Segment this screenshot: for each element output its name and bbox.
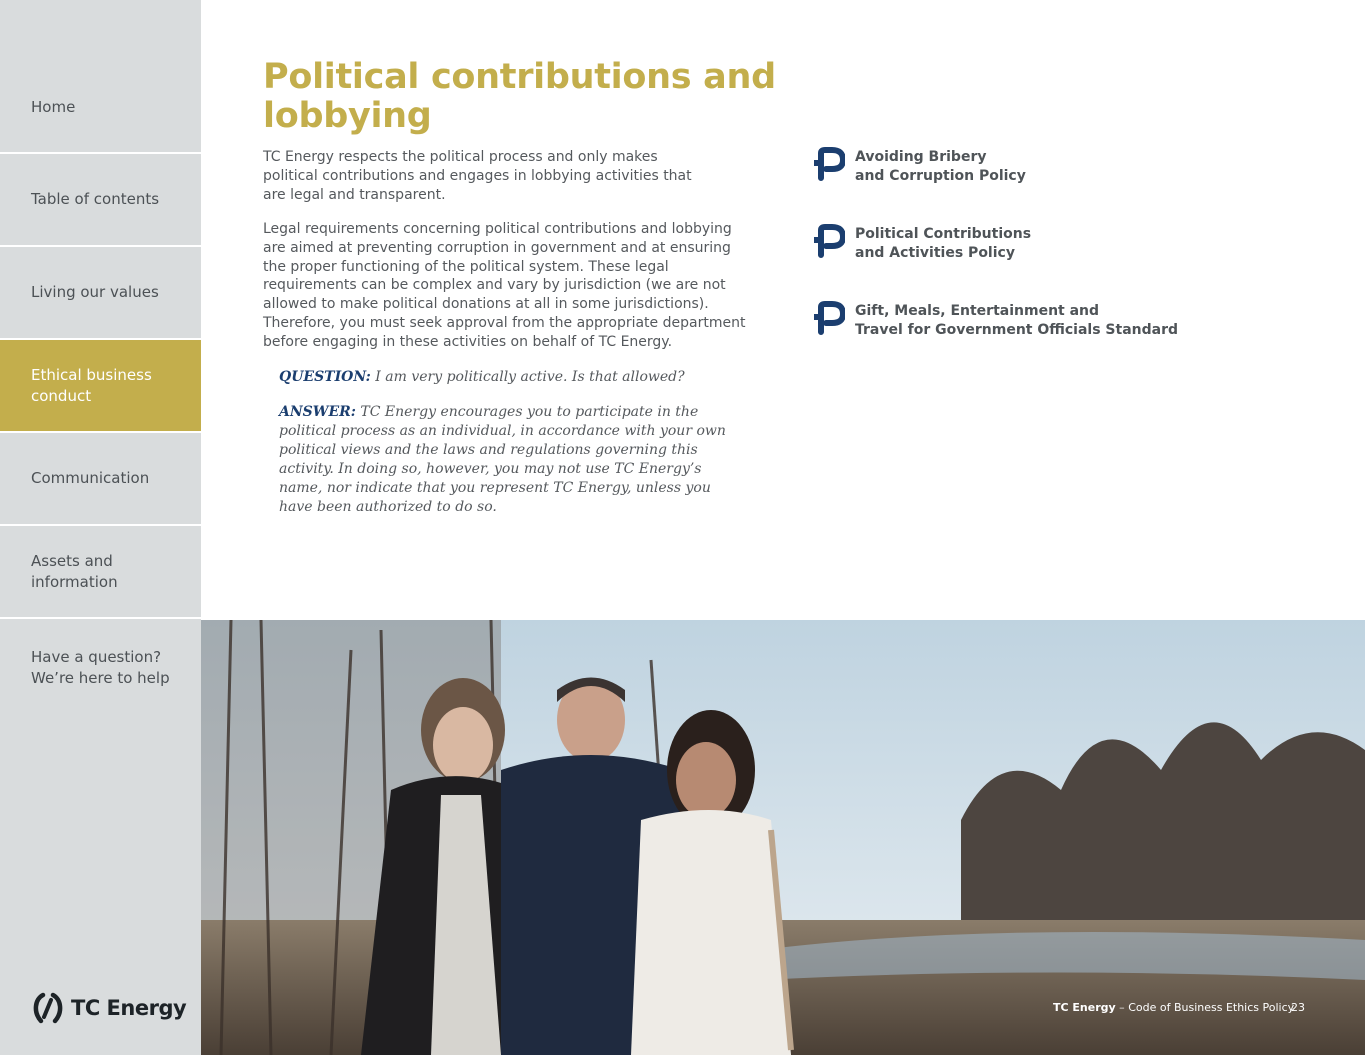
sidebar-item-ethical-business-conduct[interactable] [0,340,201,433]
sidebar-nav [0,62,201,729]
sidebar-item-communication[interactable] [0,433,201,526]
footer-doc-title [1053,1001,1294,1014]
sidebar-item-home[interactable] [0,62,201,154]
policy-link-political-contributions[interactable] [813,225,1031,263]
policy-link-gift-meals-standard[interactable] [813,302,1178,340]
question-block [279,368,729,387]
footer-title: Code of Business Ethics Policy [1128,1001,1295,1014]
tc-energy-mark-icon [32,992,64,1024]
sidebar-item-label: Table of contents [31,190,160,208]
sidebar-item-table-of-contents[interactable] [0,154,201,247]
sidebar-item-label: Living our values [31,283,159,301]
policy-p-icon [813,147,845,183]
policy-p-icon [813,224,845,260]
intro-paragraph: TC Energy respects the political process and only makes political contributions and engages in lobbying activities that are legal and transparent. [263,149,692,203]
policy-p-icon [813,301,845,337]
sidebar-item-have-a-question[interactable] [0,619,201,729]
policy-label: Gift, Meals, Entertainment and Travel for Government Officials Standard [855,303,1179,338]
sidebar-item-label: Have a question? We’re here to help [31,648,170,687]
body-paragraph: Legal requirements concerning political contributions and lobbying are aimed at preventing corruption in government and at ensuring the proper functioning of the political system. These legal requirements can be complex and vary by jurisdiction (we are not allowed to make political donations at all in some jurisdictions). Therefore, you must seek approval from the appropriate department before engaging in these activities on behalf of TC Energy. [263,221,746,350]
sidebar-item-label: Home [31,97,76,116]
sidebar-item-label: Assets and information [31,551,118,591]
policy-label: Political Contributions and Activities Policy [855,226,1032,261]
sidebar-item-label: Ethical business conduct [31,365,152,405]
answer-label: ANSWER: [279,404,356,420]
policy-link-avoiding-bribery[interactable] [813,148,1026,186]
page-number: 23 [1291,1001,1305,1014]
question-text: I am very politically active. Is that allowed? [370,369,685,385]
footer-separator: – [1115,1001,1129,1014]
logo-text: TC Energy [71,996,187,1020]
footer-brand: TC Energy [1053,1001,1116,1014]
photo-three-people-outdoors [201,620,1365,1055]
question-label: QUESTION: [279,369,371,385]
sidebar [0,0,201,1055]
sidebar-item-living-our-values[interactable] [0,247,201,340]
answer-block [279,403,729,517]
answer-text: TC Energy encourages you to participate in the political process as an individual, in accordance with your own political views and the laws and regulations governing this activity. In doing so, however, you may not use TC Energy’s name, nor indicate that you represent TC Energy, unless you have been authorized to do so. [279,404,726,515]
sidebar-item-label: Communication [31,469,150,487]
sidebar-item-assets-and-information[interactable] [0,526,201,619]
tc-energy-logo[interactable] [32,992,186,1024]
policy-label: Avoiding Bribery and Corruption Policy [855,149,1026,184]
page-title: Political contributions and lobbying [263,57,776,136]
